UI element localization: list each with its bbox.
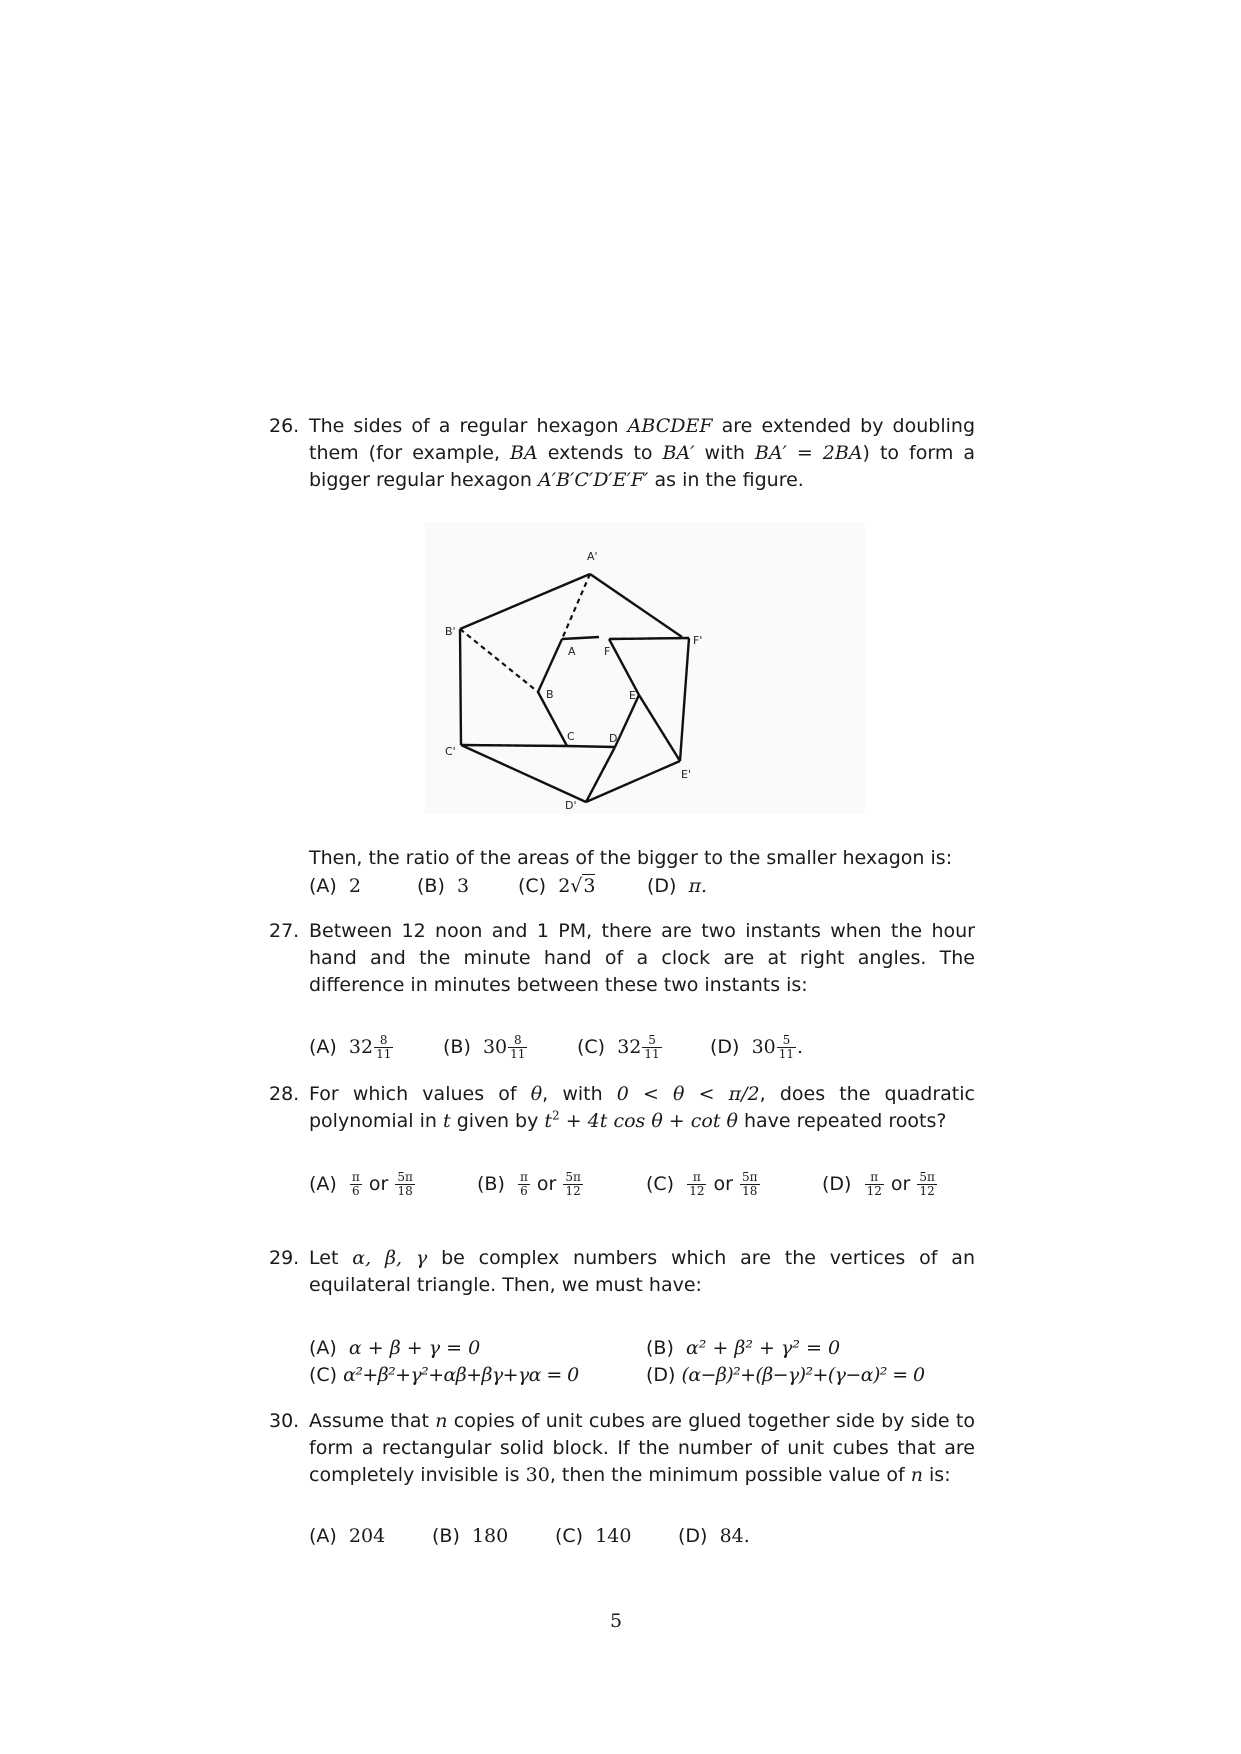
question-number-29: 29. xyxy=(269,1247,300,1269)
question-number-30: 30. xyxy=(269,1410,300,1432)
question-26-text: The sides of a regular hexagon ABCDEF are extended by doubling them (for example, BA extends to BA′ with BA′ = 2BA) to form a bigger regular hexagon A′B′C′D′E′F′ as in the figure. xyxy=(309,415,976,491)
label-C1: C' xyxy=(445,745,456,758)
question-number-27: 27. xyxy=(269,920,300,942)
small-hex-side xyxy=(567,746,615,747)
label-B: B xyxy=(546,688,554,701)
label-F: F xyxy=(604,645,611,658)
question-26-option-a: (A) 2 xyxy=(309,875,362,897)
label-A: A xyxy=(568,645,576,658)
question-30-option-a: (A) 204 xyxy=(309,1525,386,1547)
question-26-option-d: (D) π. xyxy=(647,875,708,897)
label-B1: B' xyxy=(445,625,456,638)
label-C: C xyxy=(567,730,575,743)
label-A1: A' xyxy=(587,550,598,563)
question-30-option-b: (B) 180 xyxy=(432,1525,509,1547)
question-26-prompt: Then, the ratio of the areas of the bigger to the smaller hexagon is: xyxy=(309,847,953,869)
question-29-option-a: (A) α + β + γ = 0 xyxy=(309,1337,481,1359)
label-F1: F' xyxy=(693,634,703,647)
question-29-text: Let α, β, γ be complex numbers which are the vertices of an equilateral triangle. Then, we must have: xyxy=(309,1247,975,1296)
page-number: 5 xyxy=(610,1610,623,1632)
hexagon-figure xyxy=(425,522,865,814)
question-26-option-b: (B) 3 xyxy=(417,875,470,897)
question-30-option-c: (C) 140 xyxy=(555,1525,632,1547)
question-28-option-c: (C) $\frac{\pi}{12}$ or $\frac{5\pi}{18}$ xyxy=(646,1170,758,1198)
question-29-option-d: (D) (α−β)²+(β−γ)²+(γ−α)² = 0 xyxy=(646,1364,925,1386)
question-27-option-c: (C) 32 $\frac{5}{11}$ xyxy=(577,1033,660,1061)
question-number-28: 28. xyxy=(269,1083,300,1105)
question-28-option-b: (B) $\frac{\pi}{6}$ or $\frac{5\pi}{12}$ xyxy=(477,1170,581,1198)
label-D: D xyxy=(609,732,618,745)
question-27-option-a: (A) 32 $\frac{8}{11}$ xyxy=(309,1033,392,1061)
question-number-26: 26. xyxy=(269,415,300,437)
big-hex-side xyxy=(460,629,461,745)
question-28-option-a: (A) $\frac{\pi}{6}$ or $\frac{5\pi}{18}$ xyxy=(309,1170,413,1198)
label-E: E xyxy=(629,689,636,702)
question-29-option-b: (B) α² + β² + γ² = 0 xyxy=(646,1337,841,1359)
question-28-text: For which values of θ, with 0 < θ < π/2, does the quadratic polynomial in t given by $t^2 + 4t$ cos θ + cot θ have repeated roots? xyxy=(309,1083,975,1132)
question-29-option-c: (C) α²+β²+γ²+αβ+βγ+γα = 0 xyxy=(309,1364,579,1386)
question-27-text: Between 12 noon and 1 PM, there are two instants when the hour hand and the minute hand of a clock are at right angles. The difference in minutes between these two instants is: xyxy=(309,920,975,996)
question-30-option-d: (D) 84. xyxy=(678,1525,750,1547)
label-D1: D' xyxy=(565,799,577,812)
question-28-option-d: (D) $\frac{\pi}{12}$ or $\frac{5\pi}{12}$ xyxy=(822,1170,935,1198)
question-27-option-d: (D) 30 $\frac{5}{11}$ . xyxy=(710,1033,804,1061)
label-E1: E' xyxy=(681,768,691,781)
question-27-option-b: (B) 30 $\frac{8}{11}$ xyxy=(443,1033,526,1061)
question-26-option-c: (C) 2√3 xyxy=(518,875,596,897)
question-30-text: Assume that n copies of unit cubes are glued together side by side to form a rectangular solid block. If the number of unit cubes that are completely invisible is 30, then the minimum possible value of n is: xyxy=(309,1410,975,1486)
